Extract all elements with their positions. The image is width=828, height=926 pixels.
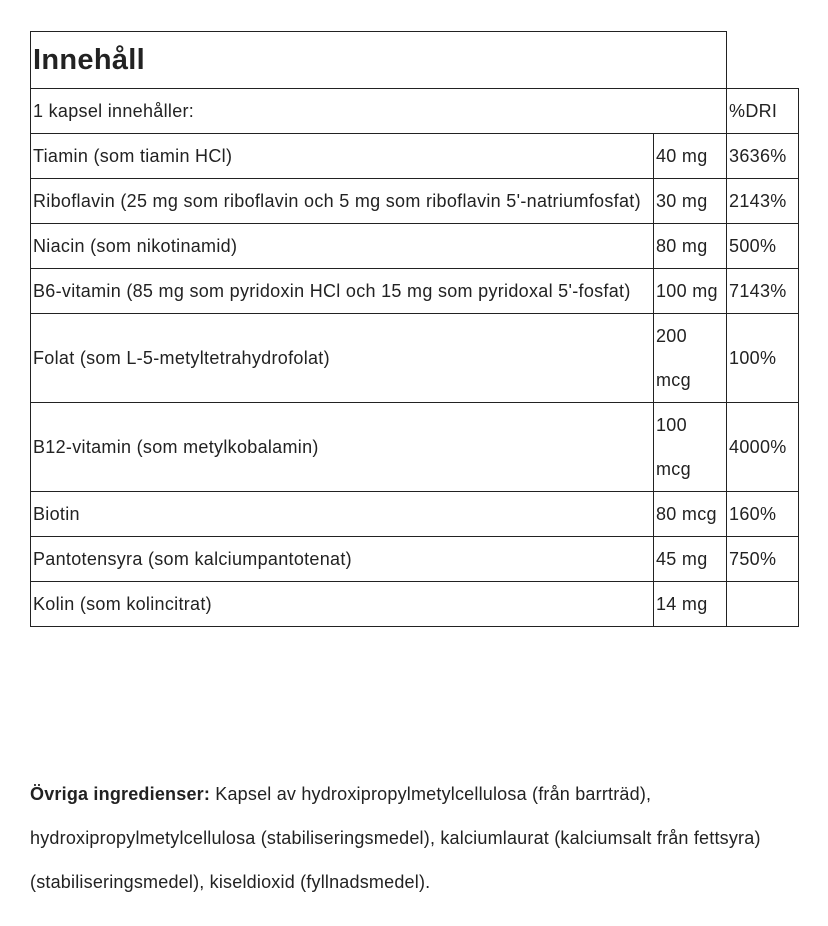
table-header-row — [31, 89, 799, 134]
table-row — [31, 582, 799, 627]
nutrient-amount: 80 mcg — [654, 492, 727, 537]
nutrient-name: B12-vitamin (som metylkobalamin) — [31, 403, 654, 492]
table-row — [31, 403, 799, 492]
nutrient-amount: 30 mg — [654, 179, 727, 224]
nutrient-amount: 40 mg — [654, 134, 727, 179]
nutrient-amount: 100 mg — [654, 269, 727, 314]
nutrient-dri: 3636% — [727, 134, 799, 179]
table-row — [31, 224, 799, 269]
dri-column-header: %DRI — [727, 89, 799, 134]
table-title: Innehåll — [31, 32, 727, 89]
nutrient-dri: 2143% — [727, 179, 799, 224]
table-row — [31, 314, 799, 403]
nutrient-name: Niacin (som nikotinamid) — [31, 224, 654, 269]
table-title-empty-cell — [727, 32, 799, 89]
nutrient-dri: 500% — [727, 224, 799, 269]
nutrient-dri: 4000% — [727, 403, 799, 492]
nutrient-name: Pantotensyra (som kalciumpantotenat) — [31, 537, 654, 582]
nutrient-name: Kolin (som kolincitrat) — [31, 582, 654, 627]
other-ingredients-label: Övriga ingredienser: — [30, 784, 211, 804]
table-row — [31, 269, 799, 314]
nutrient-amount: 100 mcg — [654, 403, 727, 492]
nutrient-name: Tiamin (som tiamin HCl) — [31, 134, 654, 179]
table-row — [31, 134, 799, 179]
nutrient-amount: 14 mg — [654, 582, 727, 627]
nutrient-dri: 750% — [727, 537, 799, 582]
table-row — [31, 492, 799, 537]
table-row — [31, 537, 799, 582]
nutrition-table — [30, 31, 799, 627]
nutrient-name: B6-vitamin (85 mg som pyridoxin HCl och 15 mg som pyridoxal 5'-fosfat) — [31, 269, 654, 314]
nutrient-amount: 80 mg — [654, 224, 727, 269]
nutrient-name: Riboflavin (25 mg som riboflavin och 5 mg som riboflavin 5'-natriumfosfat) — [31, 179, 654, 224]
nutrient-dri — [727, 582, 799, 627]
nutrient-amount: 200 mcg — [654, 314, 727, 403]
nutrient-amount: 45 mg — [654, 537, 727, 582]
serving-label: 1 kapsel innehåller: — [31, 89, 727, 134]
nutrient-dri: 100% — [727, 314, 799, 403]
nutrient-name: Biotin — [31, 492, 654, 537]
other-ingredients-text: Kapsel av hydroxipropylmetylcellulosa (från barrträd), hydroxipropylmetylcellulosa (stabiliseringsmedel), kalciumlaurat (kalciumsalt från fettsyra) (stabiliseringsmedel), kiseldioxid (fyllnadsmedel). — [30, 784, 761, 892]
table-title-row — [31, 32, 799, 89]
nutrient-name: Folat (som L-5-metyltetrahydrofolat) — [31, 314, 654, 403]
other-ingredients — [30, 772, 800, 904]
nutrient-dri: 7143% — [727, 269, 799, 314]
table-row — [31, 179, 799, 224]
nutrient-dri: 160% — [727, 492, 799, 537]
